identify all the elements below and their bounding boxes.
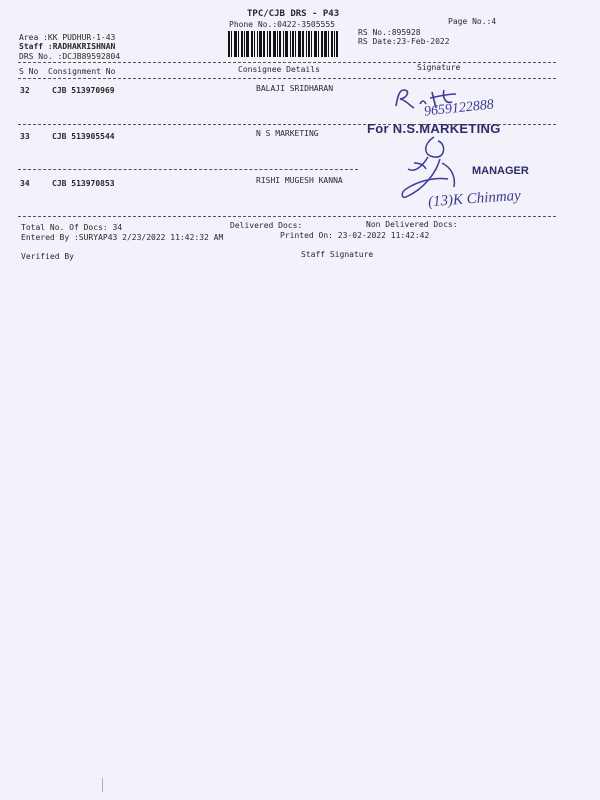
manager-stamp: MANAGER: [472, 165, 529, 177]
document-title: TPC/CJB DRS - P43: [247, 9, 340, 19]
entered-by: Entered By :SURYAP43 2/23/2022 11:42:32 AM: [21, 233, 224, 242]
row-sno: 34: [20, 179, 30, 188]
row-consignment: CJB 513970969: [52, 86, 115, 95]
area-field: Area :KK PUDHUR-1-43: [19, 33, 116, 42]
scan-mark: [102, 778, 106, 792]
handwritten-phone: 9659122888: [423, 97, 495, 120]
row-sno: 32: [20, 86, 30, 95]
column-header-sno: S No: [19, 67, 39, 76]
printed-on: Printed On: 23-02-2022 11:42:42: [280, 231, 430, 240]
divider: [18, 216, 556, 217]
drs-number: DRS No. :DCJB89592804: [19, 52, 121, 61]
column-header-signature: Signature: [417, 63, 461, 72]
staff-signature-label: Staff Signature: [301, 250, 374, 259]
handwritten-note: (13)K Chinmay: [427, 187, 522, 211]
barcode: [228, 31, 354, 57]
row-consignee: N S MARKETING: [256, 129, 319, 138]
rs-date: RS Date:23-Feb-2022: [358, 37, 450, 46]
rs-number: RS No.:895928: [358, 28, 421, 37]
column-header-consignment: Consignment No: [48, 67, 116, 76]
company-stamp: For N.S.MARKETING: [367, 121, 501, 136]
row-consignee: RISHI MUGESH KANNA: [256, 176, 343, 185]
delivered-docs: Delivered Docs:: [230, 221, 303, 230]
page-number: Page No.:4: [448, 17, 497, 26]
row-consignment: CJB 513905544: [52, 132, 115, 141]
divider: [18, 169, 358, 170]
divider: [18, 62, 556, 63]
non-delivered-docs: Non Delivered Docs:: [366, 220, 458, 229]
row-sno: 33: [20, 132, 30, 141]
verified-by-label: Verified By: [21, 252, 74, 261]
staff-field: Staff :RADHAKRISHNAN: [19, 42, 116, 51]
total-docs: Total No. Of Docs: 34: [21, 223, 123, 232]
divider: [18, 78, 556, 79]
row-consignment: CJB 513970853: [52, 179, 115, 188]
phone-number: Phone No.:0422-3505555: [229, 20, 335, 29]
column-header-consignee: Consignee Details: [238, 65, 320, 74]
row-consignee: BALAJI SRIDHARAN: [256, 84, 334, 93]
